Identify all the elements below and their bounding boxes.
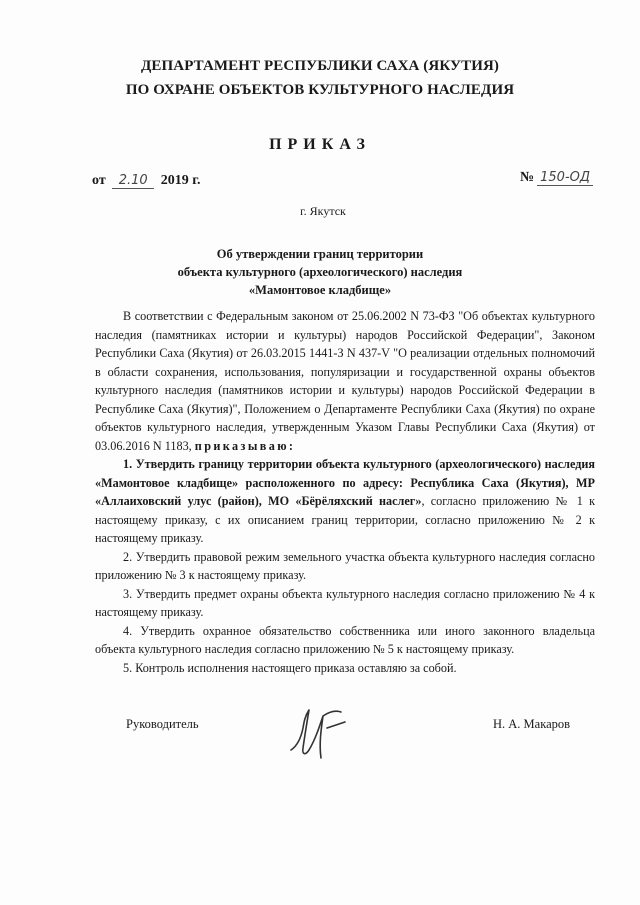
list-item bbox=[95, 659, 595, 678]
subject-line2: объекта культурного (археологического) наследия bbox=[177, 265, 463, 279]
date-handwritten: 2.10 bbox=[112, 173, 154, 189]
list-item bbox=[95, 622, 595, 659]
document-body bbox=[95, 307, 595, 677]
list-item bbox=[95, 585, 595, 622]
department-name-line2: ПО ОХРАНЕ ОБЪЕКТОВ КУЛЬТУРНОГО НАСЛЕДИЯ bbox=[125, 82, 515, 98]
signatory-name: Н. А. Макаров bbox=[493, 717, 571, 731]
order-date bbox=[92, 173, 200, 189]
city: г. Якутск bbox=[300, 204, 346, 218]
item-text: , согласно приложению № 1 к настоящему приказу, с их описанием границ территории, согласно приложению № 2 к настоящему приказу. bbox=[95, 494, 595, 545]
document-title: ПРИКАЗ bbox=[269, 136, 371, 153]
item-number: 3. bbox=[123, 586, 133, 601]
item-text: Утвердить правовой режим земельного участка объекта культурного наследия согласно приложению № 3 к настоящему приказу. bbox=[95, 549, 596, 582]
subject-line1: Об утверждении границ территории bbox=[216, 247, 424, 261]
number-handwritten: 150-ОД bbox=[537, 170, 593, 186]
list-item bbox=[95, 548, 595, 585]
item-text: Утвердить охранное обязательство собственника или иного законного владельца объекта культурного наследия согласно приложению № 5 к настоящему приказу. bbox=[95, 623, 595, 656]
item-text: Утвердить предмет охраны объекта культурного наследия согласно приложению № 4 к настоящему приказу. bbox=[95, 586, 595, 619]
preamble-text: В соответствии с Федеральным законом от 25.06.2002 N 73-ФЗ "Об объектах культурного наследия (памятниках истории и культуры) народов Российской Федерации", Законом Республики Саха (Якутия) от 26.03.2015 1441-З N 437-V "О реализации отдельных полномочий в области сохранения, использования, популяризации и государственной охраны объектов культурного наследия (памятников истории и культуры) народов Российской Федерации в Республике Саха (Якутия)", Положением о Департаменте Республики Саха (Якутия) по охране объектов культурного наследия, утвержденным Указом Главы Республики Саха (Якутия) от 03.06.2016 N 1183, bbox=[95, 309, 595, 453]
item-bold-text: Утвердить границу территории объекта культурного (археологического) наследия «Мамонтовое кладбище» расположенного по адресу: Республика Саха (Якутия), МР «Аллаиховский улус (район), МО «Бёрёляхский наслег» bbox=[95, 457, 595, 508]
date-prefix: от bbox=[92, 173, 106, 188]
signatory-role: Руководитель bbox=[126, 717, 199, 731]
date-suffix: 2019 г. bbox=[160, 173, 201, 188]
number-prefix: № bbox=[520, 170, 535, 185]
item-number: 2. bbox=[123, 549, 133, 564]
subject-line3: «Мамонтовое кладбище» bbox=[248, 283, 392, 297]
order-number bbox=[520, 170, 593, 186]
department-name-line1: ДЕПАРТАМЕНТ РЕСПУБЛИКИ САХА (ЯКУТИЯ) bbox=[140, 58, 500, 74]
order-word: приказываю: bbox=[194, 438, 296, 453]
item-number: 1. bbox=[123, 457, 133, 471]
item-number: 5. bbox=[123, 660, 133, 675]
item-text: Контроль исполнения настоящего приказа оставляю за собой. bbox=[135, 660, 457, 675]
preamble-paragraph bbox=[95, 307, 595, 455]
item-number: 4. bbox=[123, 623, 133, 638]
list-item bbox=[95, 455, 595, 548]
handwritten-signature bbox=[283, 698, 363, 768]
